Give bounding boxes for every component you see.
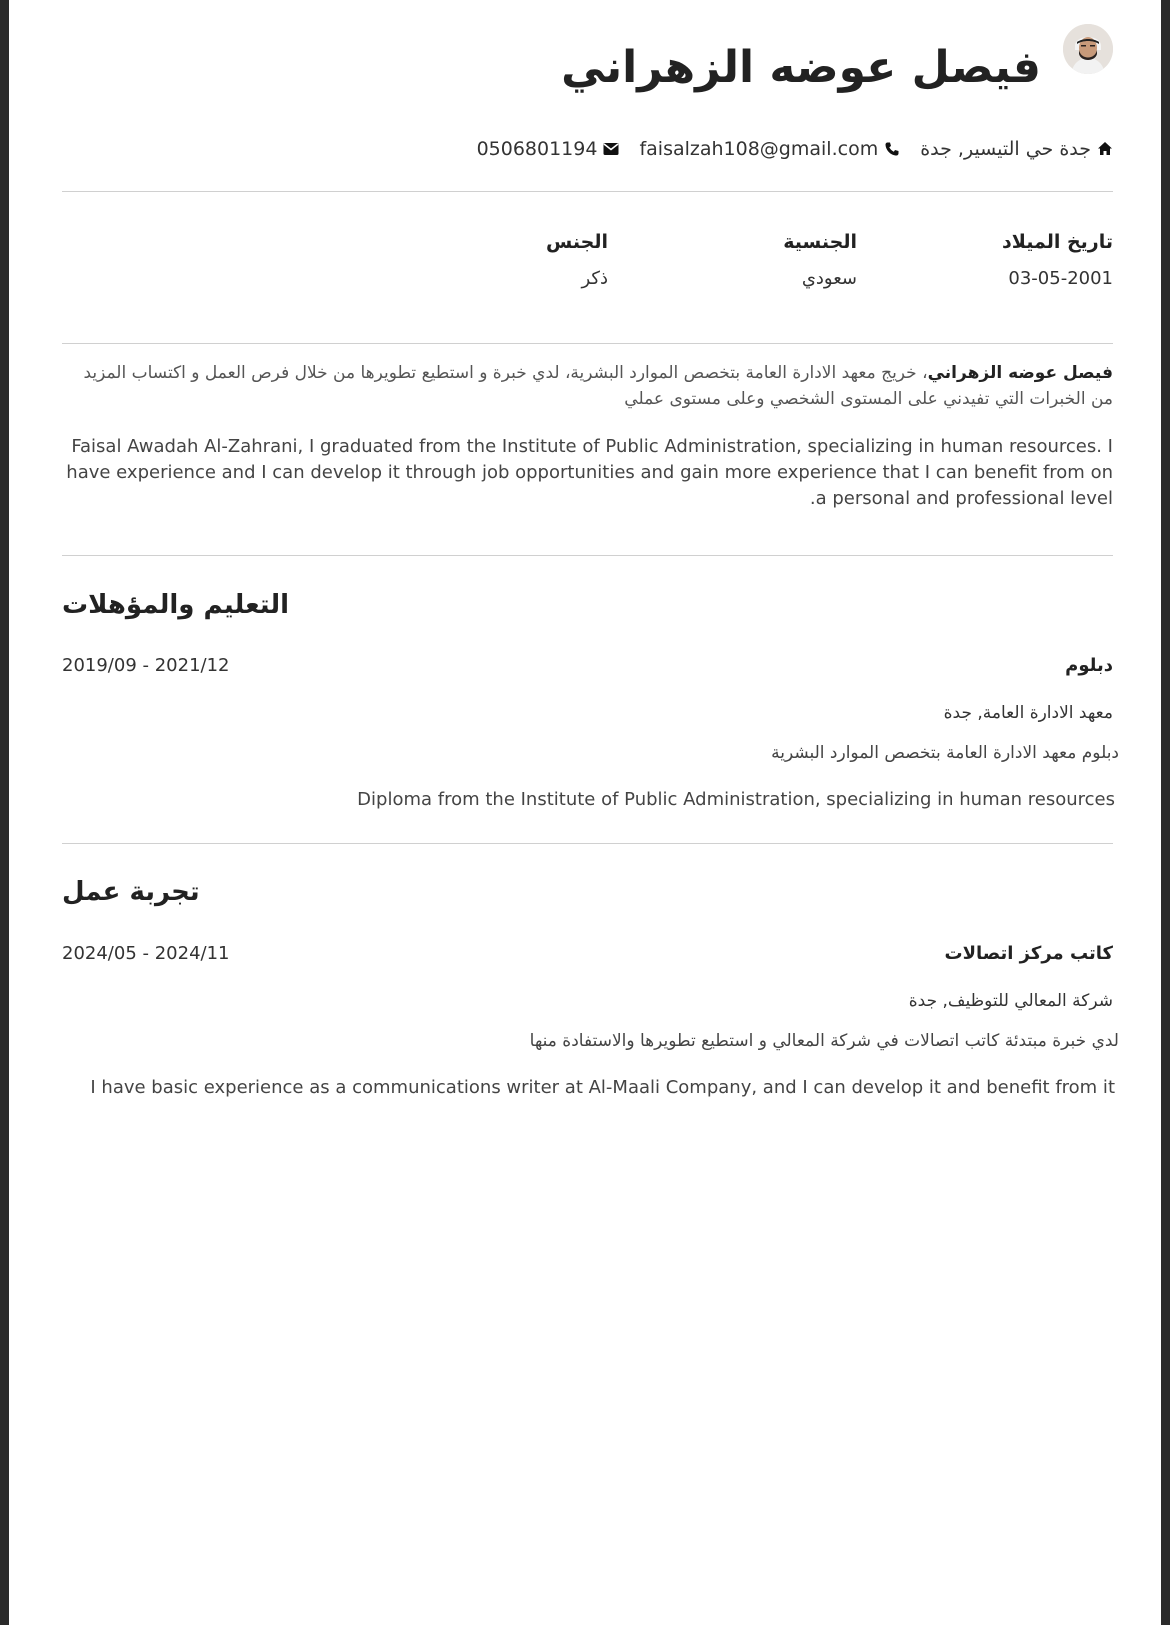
email-item[interactable]: [639, 138, 900, 160]
experience-dates: 2024/05 - 2024/11: [62, 943, 230, 964]
summary-english: Faisal Awadah Al-Zahrani, I graduated from the Institute of Public Administration, specializing in human resources. I have experience and I can develop it through job opportunities and gain more experience that I can benefit from on a personal and professional level.: [66, 436, 1113, 509]
experience-section-title: تجربة عمل: [62, 877, 200, 907]
address-text: جدة حي التيسير, جدة: [920, 138, 1091, 160]
education-org: معهد الادارة العامة, جدة: [943, 703, 1113, 723]
gender-label: الجنس: [546, 231, 608, 253]
divider: [62, 343, 1113, 344]
education-entry: [62, 655, 1119, 813]
envelope-icon: [603, 142, 619, 156]
personal-info: [62, 228, 1113, 308]
address-item: [920, 138, 1113, 160]
birth-date-value: 03-05-2001: [1008, 268, 1113, 289]
phone-text[interactable]: 0506801194: [476, 138, 598, 160]
resume-page: [9, 0, 1161, 1625]
nationality-field: [783, 228, 857, 289]
candidate-name: فيصل عوضه الزهراني: [561, 42, 1041, 93]
phone-item[interactable]: [477, 138, 620, 160]
header: [62, 0, 1113, 190]
birth-date-label: تاريخ الميلاد: [1002, 231, 1113, 253]
education-title: دبلوم: [1065, 655, 1113, 676]
summary-arabic: [62, 360, 1113, 412]
home-icon: [1097, 141, 1113, 157]
experience-org: شركة المعالي للتوظيف, جدة: [908, 991, 1113, 1011]
phone-icon: [884, 141, 900, 157]
divider: [62, 191, 1113, 192]
experience-title: كاتب مركز اتصالات: [944, 943, 1113, 964]
contact-line: [477, 138, 1113, 160]
nationality-value: سعودي: [801, 268, 857, 289]
experience-desc-english: I have basic experience as a communications writer at Al-Maali Company, and I can develop it and benefit from it: [90, 1077, 1115, 1098]
divider: [62, 555, 1113, 556]
education-section-title: التعليم والمؤهلات: [62, 590, 290, 620]
resume-content: [62, 0, 1119, 1098]
summary-name: فيصل عوضه الزهراني: [927, 363, 1113, 383]
divider: [62, 843, 1113, 844]
education-desc-arabic: دبلوم معهد الادارة العامة بتخصص الموارد البشرية: [771, 743, 1119, 763]
education-desc-english: Diploma from the Institute of Public Administration, specializing in human resources: [357, 789, 1115, 810]
nationality-label: الجنسية: [783, 231, 857, 253]
summary-arabic-text: ، خريج معهد الادارة العامة بتخصص الموارد البشرية، لدي خبرة و استطيع تطويرها من خلال فرص العمل و اكتساب المزيد من الخبرات التي تفيدني على المستوى الشخصي وعلى مستوى عملي: [83, 363, 1113, 409]
experience-desc-arabic: لدي خبرة مبتدئة كاتب اتصالات في شركة المعالي و استطيع تطويرها والاستفادة منها: [529, 1031, 1119, 1051]
experience-entry: [62, 943, 1119, 1101]
email-text[interactable]: faisalzah108@gmail.com: [639, 138, 879, 160]
education-dates: 2019/09 - 2021/12: [62, 655, 230, 676]
birth-date-field: [1002, 228, 1113, 289]
profile-photo: [1063, 24, 1113, 74]
summary: [62, 360, 1113, 512]
gender-value: ذكر: [581, 268, 608, 289]
gender-field: [546, 228, 608, 289]
profile-photo-icon: [1063, 24, 1113, 74]
